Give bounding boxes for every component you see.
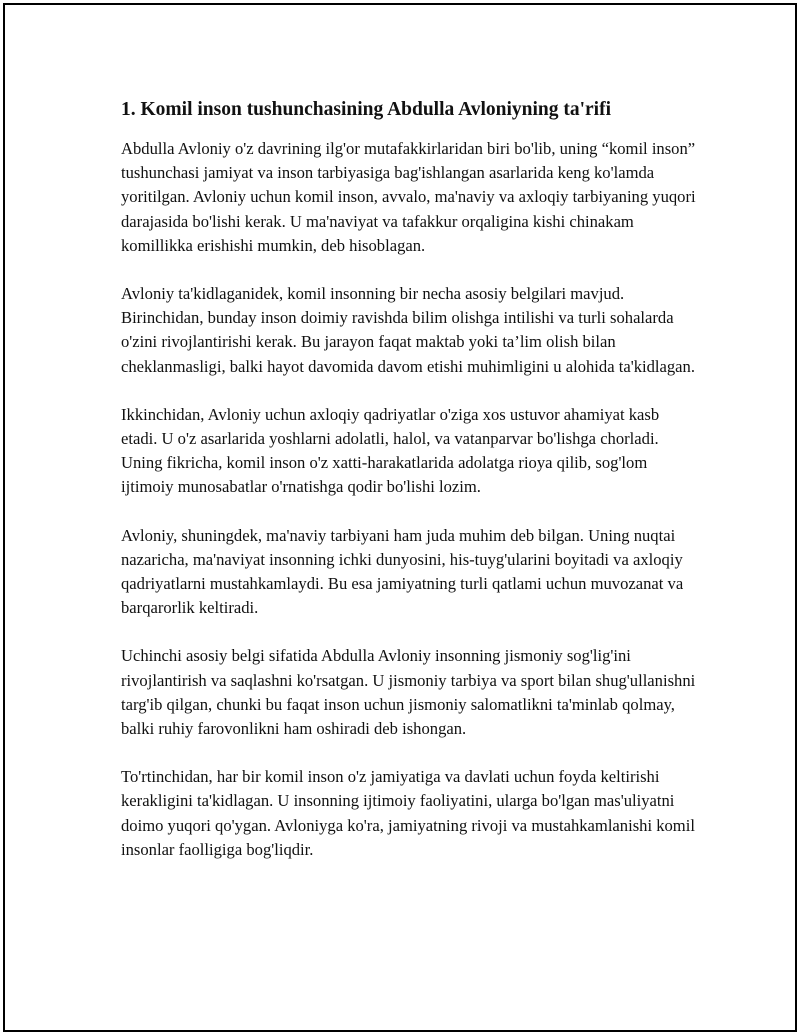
paragraph-1: Abdulla Avloniy o'z davrining ilg'or mutafakkirlaridan biri bo'lib, uning “komil inson” tushunchasi jamiyat va inson tarbiyasiga bag'ishlangan asarlarida keng ko'lamda yoritilgan. Avloniy uchun komil inson, avvalo, ma'naviy va axloqiy tarbiyaning yuqori darajasida bo'lishi kerak. U ma'naviyat va tafakkur orqaligina kishi chinakam komillikka erishishi mumkin, deb hisoblagan. [121,139,696,255]
paragraph-2: Avloniy ta'kidlaganidek, komil insonning bir necha asosiy belgilari mavjud. Birinchidan, bunday inson doimiy ravishda bilim olishga intilishi va turli sohalarda o'zini rivojlantirishi kerak. Bu jarayon faqat maktab yoki ta’lim olish bilan cheklanmasligi, balki hayot davomida davom etishi muhimligini u alohida ta'kidlagan. [121,284,695,376]
section-heading: 1. Komil inson tushunchasining Abdulla Avloniyning ta'rifi [121,99,612,120]
paragraph-5: Uchinchi asosiy belgi sifatida Abdulla Avloniy insonning jismoniy sog'lig'ini rivojlantirish va saqlashni ko'rsatgan. U jismoniy tarbiya va sport bilan shug'ullanishni targ'ib qilgan, chunki bu faqat inson uchun jismoniy salomatlikni ta'minlab qolmay, balki ruhiy farovonlikni ham oshiradi deb ishongan. [121,646,696,739]
paragraph-3: Ikkinchidan, Avloniy uchun axloqiy qadriyatlar o'ziga xos ustuvor ahamiyat kasb etadi. U o'z asarlarida yoshlarni adolatli, halol, va vatanparvar bo'lishga chorladi. Uning fikricha, komil inson o'z xatti-harakatlarida adolatga rioya qilib, sog'lom ijtimoiy munosabatlar o'rnatishga qodir bo'lishi lozim. [121,404,660,497]
document-body [121,97,696,886]
paragraph-6: To'rtinchidan, har bir komil inson o'z jamiyatiga va davlati uchun foyda keltirishi kerakligini ta'kidlagan. U insonning ijtimoiy faoliyatini, ularga bo'lgan mas'uliyatni doimo yuqori qo'ygan. Avloniyga ko'ra, jamiyatning rivoji va mustahkamlanishi komil insonlar faolligiga bog'liqdir. [121,767,695,859]
page-frame [3,3,797,1032]
paragraph-4: Avloniy, shuningdek, ma'naviy tarbiyani ham juda muhim deb bilgan. Uning nuqtai nazaricha, ma'naviyat insonning ichki dunyosini, his-tuyg'ularini boyitadi va axloqiy qadriyatlarni mustahkamlaydi. Bu esa jamiyatning turli qatlami uchun muvozanat va barqarorlik keltiradi. [121,525,684,618]
